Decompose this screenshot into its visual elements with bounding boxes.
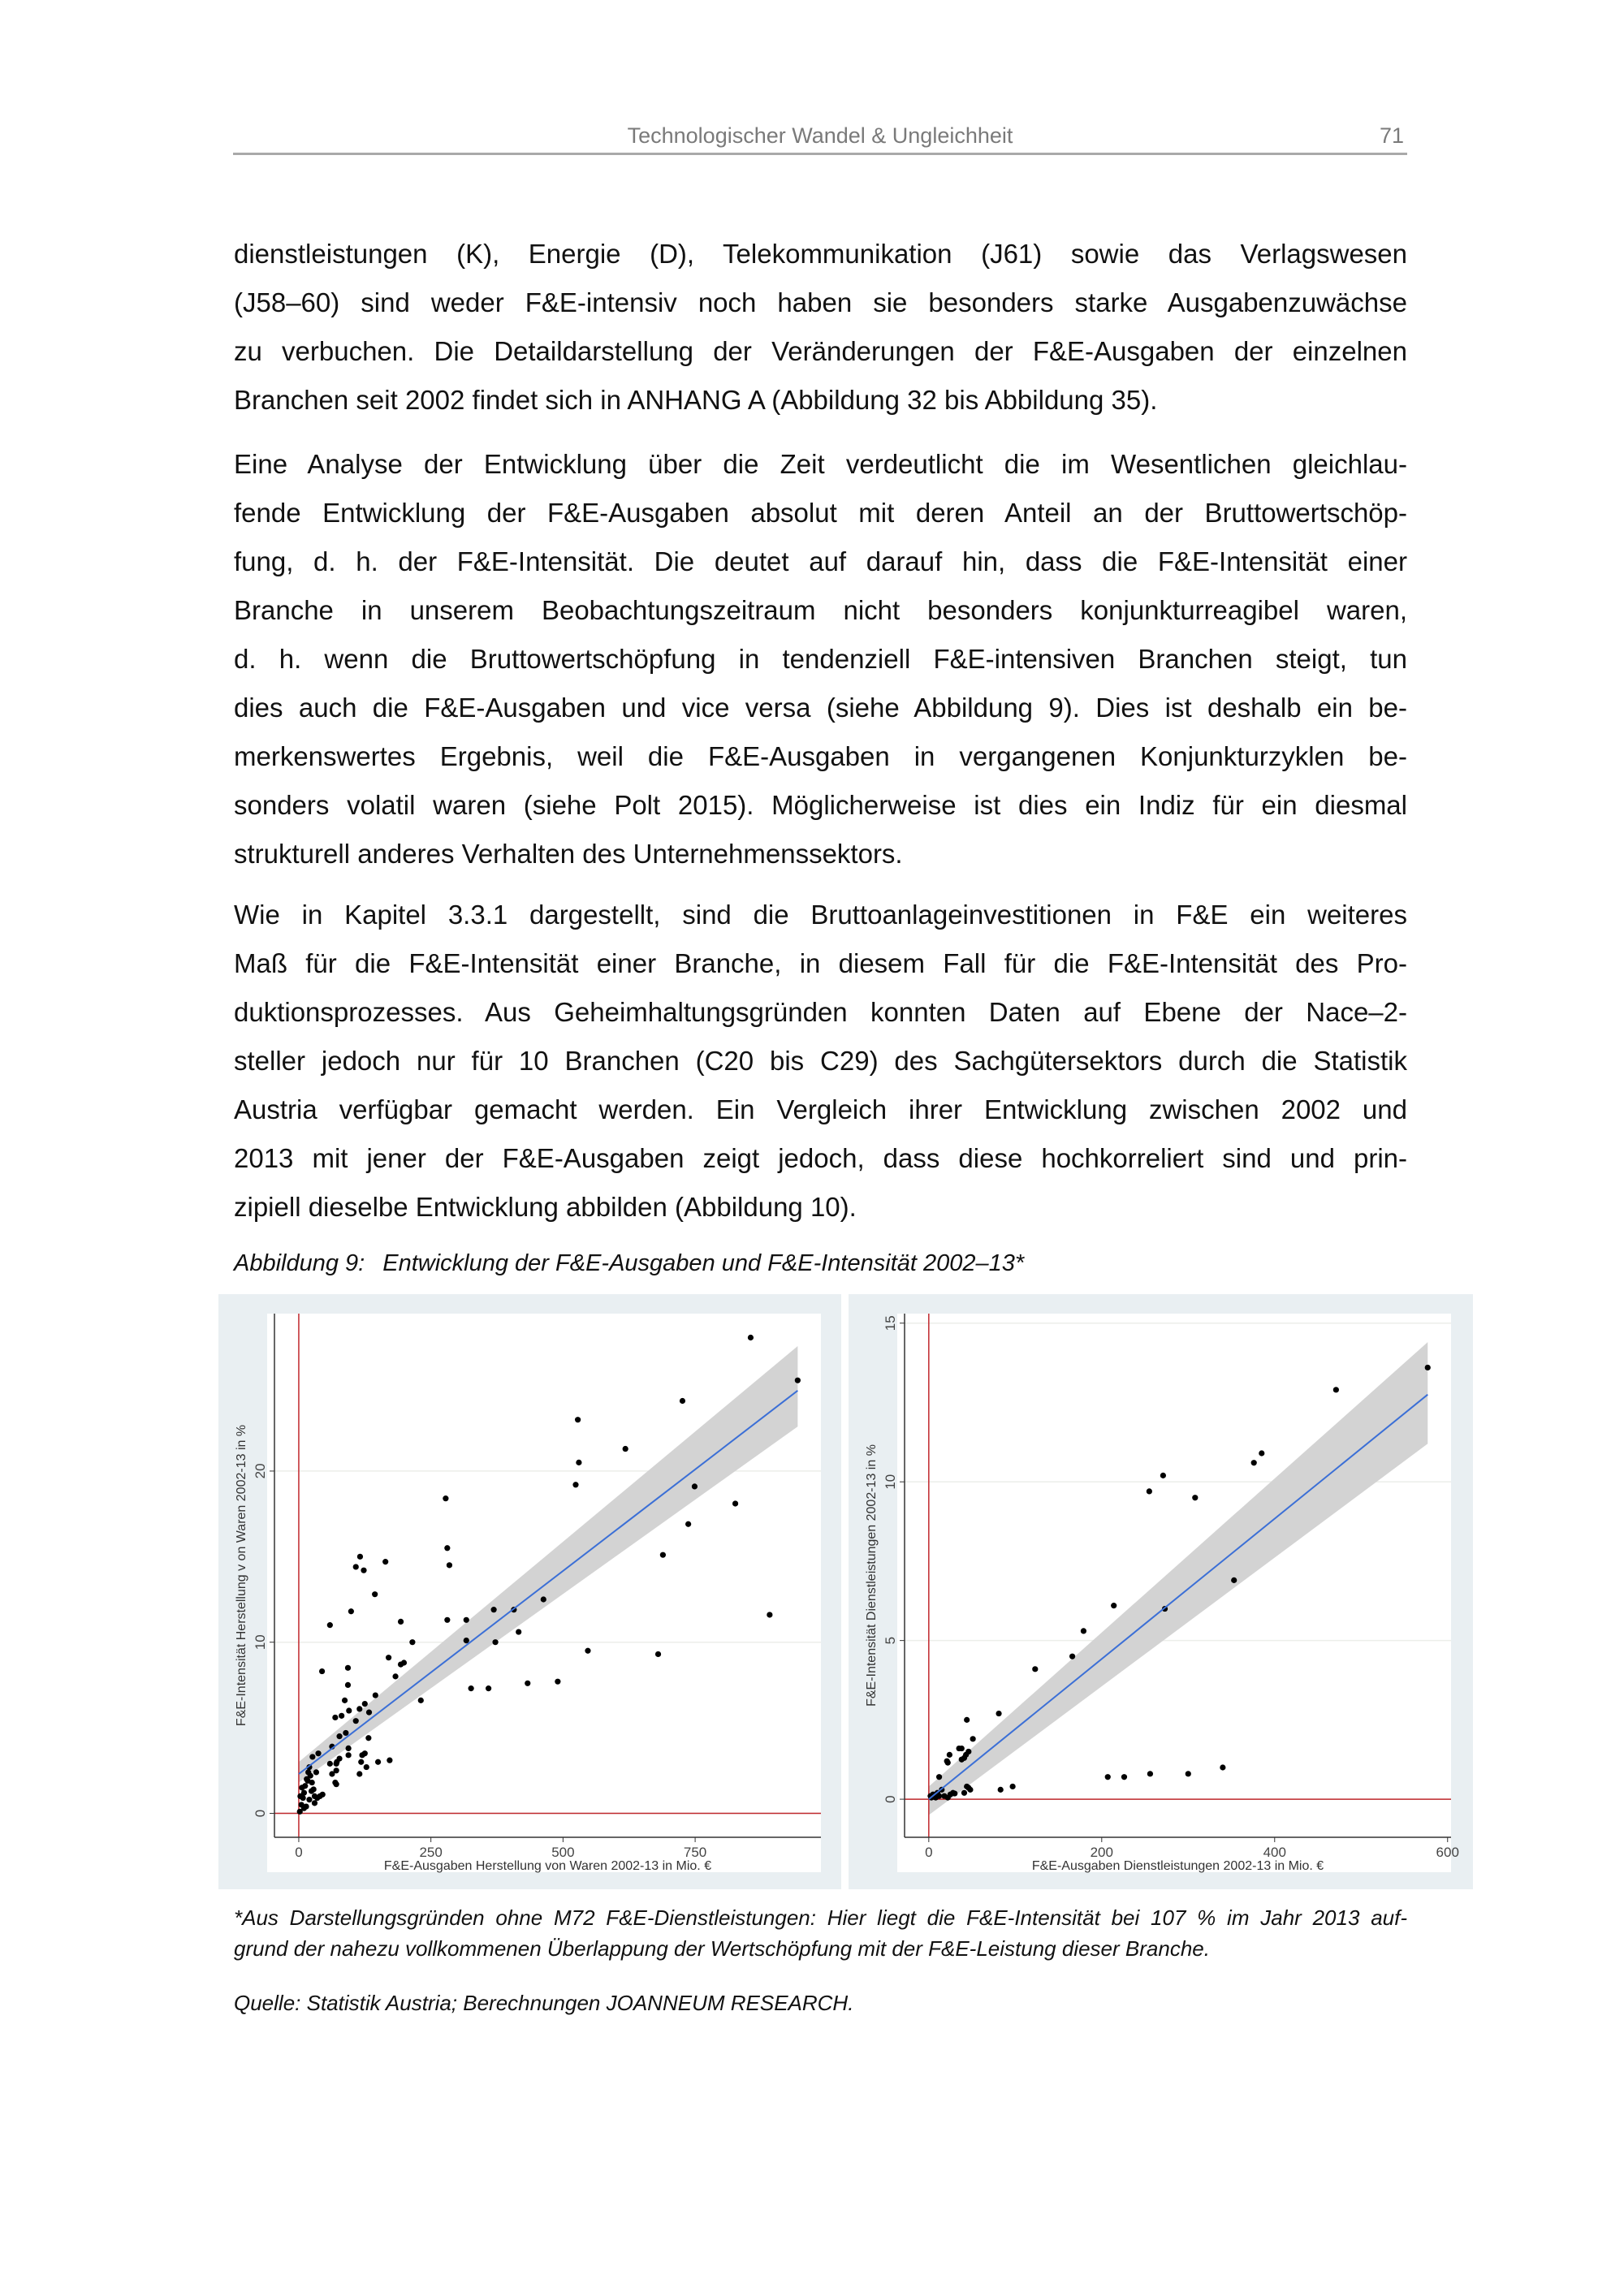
data-point (464, 1617, 469, 1623)
data-point (655, 1651, 661, 1657)
text-line: 2013 mit jener der F&E-Ausgaben zeigt jedoch, dass diese hochkorreliert sind und prin- (234, 1143, 1407, 1173)
text-line: merkenswertes Ergebnis, weil die F&E-Ausgaben in vergangenen Konjunkturzyklen be- (234, 741, 1407, 771)
y-axis-title: F&E-Intensität Dienstleistungen 2002-13 in % (865, 1444, 879, 1707)
data-point (418, 1698, 424, 1703)
data-point (685, 1521, 691, 1527)
data-point (795, 1378, 801, 1383)
data-point (348, 1608, 354, 1614)
chart-services (849, 1294, 1473, 1889)
data-point (301, 1806, 307, 1811)
y-tick-label: 15 (883, 1315, 898, 1331)
data-point (362, 1701, 368, 1707)
y-tick-label: 10 (883, 1474, 898, 1490)
chart-manufacturing (218, 1294, 841, 1889)
data-point (357, 1554, 363, 1560)
data-point (320, 1792, 326, 1798)
data-point (315, 1750, 321, 1756)
data-point (444, 1545, 450, 1551)
figure-footnote (234, 1902, 1407, 1964)
data-point (327, 1622, 333, 1628)
data-point (319, 1668, 325, 1674)
data-point (346, 1746, 352, 1751)
data-point (447, 1562, 452, 1568)
y-tick-label: 0 (253, 1809, 268, 1818)
data-point (967, 1787, 973, 1793)
data-point (572, 1482, 578, 1487)
text-line: Wie in Kapitel 3.3.1 dargestellt, sind die Bruttoanlageinvestitionen in F&E ein weiteres (234, 900, 1407, 930)
figure-caption (234, 1250, 1042, 1277)
data-point (950, 1790, 956, 1796)
data-point (998, 1787, 1004, 1793)
figure-label: Abbildung 9: (234, 1250, 365, 1276)
data-point (1081, 1628, 1086, 1634)
data-point (576, 1460, 581, 1465)
data-point (692, 1483, 698, 1489)
data-point (386, 1655, 391, 1660)
data-point (346, 1752, 352, 1758)
data-point (486, 1685, 491, 1691)
x-tick-label: 600 (1436, 1845, 1459, 1860)
data-point (366, 1710, 372, 1716)
data-point (959, 1746, 965, 1751)
data-point (1231, 1577, 1237, 1583)
text-line: zipiell dieselbe Entwicklung abbilden (Abbildung 10). (234, 1192, 857, 1222)
data-point (359, 1752, 365, 1758)
x-tick-label: 250 (419, 1845, 443, 1860)
data-point (961, 1790, 967, 1796)
data-point (343, 1730, 348, 1736)
text-line: zu verbuchen. Die Detaildarstellung der Veränderungen der F&E-Ausgaben der einzelnen (234, 336, 1407, 366)
text-line: (J58–60) sind weder F&E-intensiv noch haben sie besonders starke Ausgabenzuwächse (234, 287, 1407, 317)
data-point (947, 1752, 952, 1758)
data-point (1032, 1666, 1038, 1672)
data-point (327, 1761, 333, 1767)
y-tick-label: 10 (253, 1634, 268, 1651)
data-point (392, 1673, 398, 1679)
x-tick-label: 500 (551, 1845, 575, 1860)
data-point (409, 1639, 415, 1645)
data-point (444, 1617, 450, 1623)
text-line: d. h. wenn die Bruttowertschöpfung in tendenziell F&E-intensiven Branchen steigt, tun (234, 644, 1407, 674)
y-tick-label: 5 (883, 1636, 898, 1645)
data-point (936, 1774, 942, 1780)
text-line: sonders volatil waren (siehe Polt 2015). Möglicherweise ist dies ein Indiz für ein diesmal (234, 790, 1407, 820)
text-line: duktionsprozesses. Aus Geheimhaltungsgründen konnten Daten auf Ebene der Nace–2- (234, 997, 1407, 1027)
figure-title: Entwicklung der F&E-Ausgaben und F&E-Intensität 2002–13* (382, 1250, 1025, 1276)
data-point (365, 1735, 371, 1741)
x-tick-label: 400 (1263, 1845, 1286, 1860)
data-point (336, 1733, 342, 1739)
data-point (345, 1682, 351, 1688)
scatter-plot-manufacturing (218, 1294, 841, 1889)
data-point (959, 1757, 965, 1763)
x-tick-label: 750 (683, 1845, 707, 1860)
data-point (996, 1711, 1001, 1716)
text-line: dienstleistungen (K), Energie (D), Telekommunikation (J61) sowie das Verlagswesen (234, 239, 1407, 269)
running-header-title: Technologischer Wandel & Ungleichheit (627, 123, 1013, 148)
data-point (516, 1629, 521, 1634)
data-point (1121, 1774, 1127, 1780)
data-point (401, 1659, 407, 1665)
data-point (623, 1446, 628, 1452)
text-line: fung, d. h. der F&E-Intensität. Die deutet auf darauf hin, dass die F&E-Intensität einer (234, 546, 1407, 576)
text-line: steller jedoch nur für 10 Branchen (C20 bis C29) des Sachgütersektors durch die Statistik (234, 1046, 1407, 1076)
text-line: strukturell anderes Verhalten des Unternehmenssektors. (234, 839, 903, 869)
text-line: Eine Analyse der Entwicklung über die Zeit verdeutlicht die im Wesentlichen gleichlau- (234, 449, 1407, 479)
running-header (233, 122, 1407, 155)
data-point (306, 1797, 312, 1802)
data-point (353, 1718, 359, 1724)
x-tick-label: 200 (1090, 1845, 1113, 1860)
data-point (469, 1685, 474, 1691)
text-line: dies auch die F&E-Ausgaben und vice versa (siehe Abbildung 9). Dies ist deshalb ein be- (234, 693, 1407, 723)
data-point (342, 1698, 348, 1703)
data-point (1192, 1495, 1198, 1500)
x-axis-title: F&E-Ausgaben Dienstleistungen 2002-13 in Mio. € (1031, 1859, 1324, 1873)
data-point (491, 1607, 497, 1612)
data-point (748, 1335, 754, 1340)
data-point (1251, 1460, 1257, 1465)
text-line: grund der nahezu vollkommenen Überlappung der Wertschöpfung mit der F&E-Leistung dieser Branche. (234, 1936, 1210, 1961)
data-point (555, 1679, 560, 1685)
text-line: *Aus Darstellungsgründen ohne M72 F&E-Dienstleistungen: Hier liegt die F&E-Intensität bei 107 % im Jahr 2013 auf- (234, 1905, 1407, 1930)
data-point (398, 1619, 404, 1625)
data-point (358, 1759, 364, 1765)
data-point (375, 1759, 381, 1765)
data-point (313, 1769, 319, 1775)
data-point (1160, 1473, 1166, 1478)
data-point (372, 1591, 378, 1597)
data-point (356, 1706, 362, 1711)
data-point (382, 1559, 388, 1564)
data-point (304, 1778, 310, 1784)
data-point (353, 1564, 359, 1569)
data-point (1147, 1771, 1153, 1776)
data-point (309, 1754, 315, 1759)
data-point (945, 1760, 951, 1766)
paragraph-2 (234, 440, 1407, 878)
data-point (1111, 1603, 1116, 1608)
x-tick-label: 0 (295, 1845, 303, 1860)
data-point (1425, 1365, 1431, 1370)
data-point (1220, 1764, 1225, 1770)
data-point (492, 1639, 498, 1645)
data-point (329, 1771, 335, 1776)
paragraph-1 (234, 230, 1407, 425)
data-point (660, 1552, 666, 1558)
data-point (339, 1713, 344, 1719)
data-point (541, 1596, 546, 1602)
data-point (964, 1717, 970, 1723)
data-point (364, 1764, 369, 1770)
data-point (732, 1500, 738, 1506)
data-point (680, 1398, 685, 1404)
y-tick-label: 0 (883, 1795, 898, 1803)
page-number: 71 (1379, 123, 1404, 148)
data-point (361, 1568, 366, 1573)
text-line: Austria verfügbar gemacht werden. Ein Vergleich ihrer Entwicklung zwischen 2002 und (234, 1094, 1407, 1124)
data-point (373, 1692, 378, 1698)
data-point (1186, 1771, 1191, 1776)
data-point (312, 1800, 317, 1806)
data-point (970, 1736, 976, 1741)
data-point (585, 1648, 590, 1654)
data-point (767, 1612, 772, 1617)
data-point (1069, 1654, 1075, 1659)
data-point (299, 1785, 304, 1790)
data-point (308, 1773, 313, 1779)
data-point (1259, 1450, 1264, 1456)
x-axis-title: F&E-Ausgaben Herstellung von Waren 2002-13 in Mio. € (383, 1859, 712, 1873)
data-point (1105, 1774, 1111, 1780)
data-point (575, 1417, 581, 1422)
y-tick-label: 20 (253, 1463, 268, 1479)
data-point (525, 1681, 530, 1686)
data-point (334, 1781, 339, 1787)
text-line: Branchen seit 2002 findet sich in ANHANG A (Abbildung 32 bis Abbildung 35). (234, 385, 1158, 415)
data-point (356, 1771, 362, 1776)
text-line: Branche in unserem Beobachtungszeitraum nicht besonders konjunkturreagibel waren, (234, 595, 1407, 625)
data-point (1333, 1387, 1339, 1392)
y-axis-title: F&E-Intensität Herstellung v on Waren 2002-13 in % (235, 1424, 248, 1727)
data-point (297, 1793, 303, 1799)
data-point (387, 1758, 392, 1763)
data-point (443, 1495, 448, 1501)
source-text: Quelle: Statistik Austria; Berechnungen JOANNEUM RESEARCH. (234, 1991, 854, 2015)
data-point (1010, 1784, 1016, 1789)
data-point (345, 1665, 351, 1671)
paragraph-3 (234, 891, 1407, 1232)
data-point (332, 1715, 338, 1720)
scatter-plot-services (849, 1294, 1473, 1889)
text-line: Maß für die F&E-Intensität einer Branche, in diesem Fall für die F&E-Intensität des Pro- (234, 948, 1407, 978)
data-point (334, 1761, 339, 1767)
data-point (309, 1788, 314, 1793)
x-tick-label: 0 (925, 1845, 933, 1860)
figure-source (234, 1987, 1407, 2018)
text-line: fende Entwicklung der F&E-Ausgaben absolut mit deren Anteil an der Bruttowertschöp- (234, 498, 1407, 528)
data-point (346, 1707, 352, 1713)
data-point (464, 1638, 469, 1643)
data-point (1147, 1488, 1152, 1494)
